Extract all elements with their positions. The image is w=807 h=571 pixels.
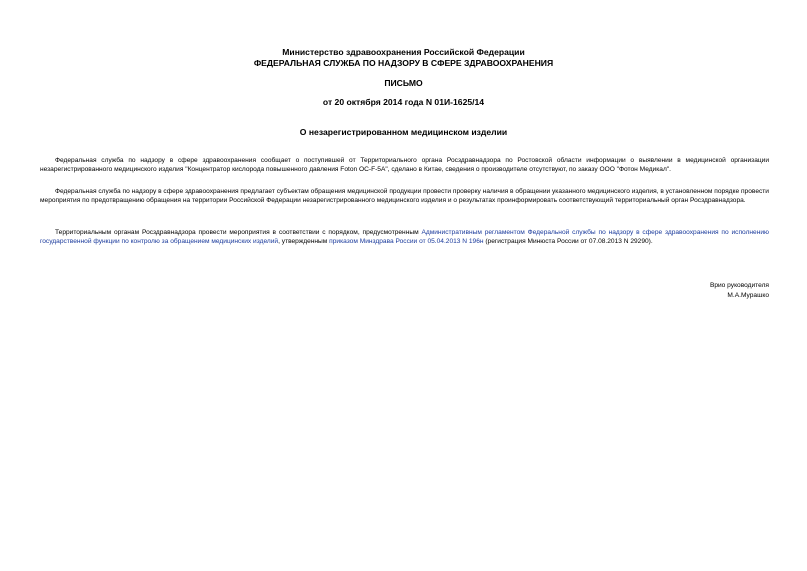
service-heading: ФЕДЕРАЛЬНАЯ СЛУЖБА ПО НАДЗОРУ В СФЕРЕ ЗДРАВООХРАНЕНИЯ	[253, 58, 554, 68]
ministry-heading: Министерство здравоохранения Российской Федерации	[282, 47, 525, 57]
paragraph-1-text: Федеральная служба по надзору в сфере здравоохранения сообщает о поступившей от Территориального органа Росздравнадзора по Ростовской области информации о выявлении в медицинской организации незарегистрированного медицинского изделия "Концентратор кислорода повышенного давления Foton OC-F-5A", сделано в Китае, сведения о производителе отсутствуют, по заказу ООО "Фотон Медикал".	[40, 157, 769, 174]
paragraph-3-text-part-1: Территориальным органам Росздравнадзора провести мероприятия в соответствии с порядком, предусмотренным	[55, 229, 422, 236]
document-subject: О незарегистрированном медицинском изделии	[299, 127, 508, 137]
paragraph-2-text: Федеральная служба по надзору в сфере здравоохранения предлагает субъектам обращения медицинской продукции провести проверку наличия в обращении указанного медицинского изделия, в установленном порядке провести мероприятия по предотвращению обращения на территории Российской Федерации незарегистрированного медицинского изделия и о результатах проинформировать соответствующий территориальный орган Росздравнадзора.	[40, 188, 769, 205]
document-type: ПИСЬМО	[384, 78, 423, 88]
paragraph-3	[40, 228, 769, 247]
paragraph-2	[40, 187, 769, 206]
signature-role: Врио руководителя	[709, 282, 769, 289]
paragraph-3-text	[40, 228, 769, 247]
regulation-link[interactable]: Административным регламентом Федеральной службы по надзору в сфере здравоохранения по исполнению государственной функции по контролю за обращением медицинских изделий	[40, 229, 769, 246]
order-link[interactable]: приказом Минздрава России от 05.04.2013 N 196н	[329, 238, 484, 246]
paragraph-1	[40, 156, 769, 175]
document-date-number: от 20 октября 2014 года N 01И-1625/14	[322, 97, 485, 107]
paragraph-3-text-part-2: , утвержденным	[278, 238, 330, 246]
paragraph-3-text-part-3: (регистрация Минюста России от 07.08.2013 N 29290).	[483, 238, 653, 246]
signature-name: М.А.Мурашко	[727, 292, 769, 299]
